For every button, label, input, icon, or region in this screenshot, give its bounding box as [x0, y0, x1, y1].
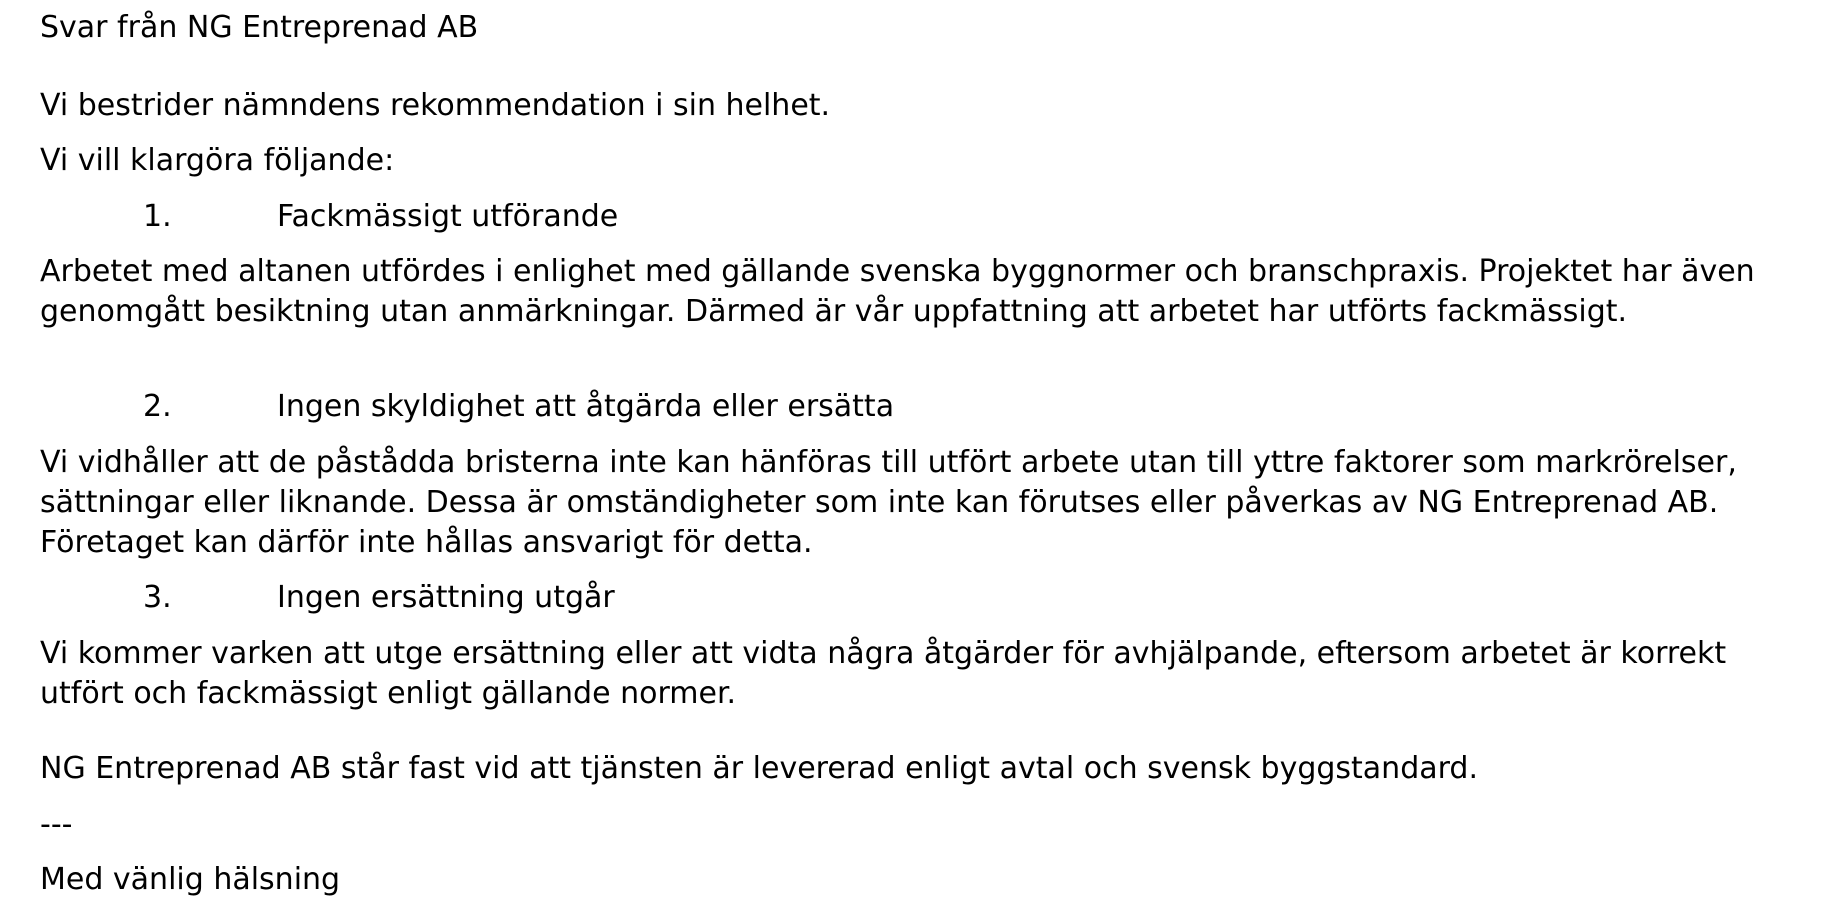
section-title: Ingen ersättning utgår: [277, 580, 615, 615]
separator: ---: [40, 807, 73, 842]
section-number: 3.: [143, 580, 172, 615]
document-heading: Svar från NG Entreprenad AB: [40, 10, 479, 45]
section-number: 2.: [143, 389, 172, 424]
section-number: 1.: [143, 199, 172, 234]
section-title: Ingen skyldighet att åtgärda eller ersätta: [277, 389, 895, 424]
section-body-1: Arbetet med altanen utfördes i enlighet med gällande svenska byggnormer och branschpraxis. Projektet har även genomgått besiktning utan anmärkningar. Därmed är vår uppfattning att arbetet har utförts fackmässigt.: [40, 254, 1755, 329]
intro-lead: Vi vill klargöra följande:: [40, 143, 395, 178]
section-title: Fackmässigt utförande: [277, 199, 619, 234]
intro-statement: Vi bestrider nämndens rekommendation i sin helhet.: [40, 88, 831, 123]
section-body-3: Vi kommer varken att utge ersättning eller att vidta några åtgärder för avhjälpande, eftersom arbetet är korrekt utfört och fackmässigt enligt gällande normer.: [40, 636, 1727, 711]
section-body-2: Vi vidhåller att de påstådda bristerna inte kan hänföras till utfört arbete utan till yttre faktorer som markrörelser, sättningar eller liknande. Dessa är omständigheter som inte kan förutses eller påverkas av NG Entreprenad AB. Företaget kan därför inte hållas ansvarigt för detta.: [40, 445, 1737, 560]
conclusion: NG Entreprenad AB står fast vid att tjänsten är levererad enligt avtal och svensk byggstandard.: [40, 751, 1479, 786]
closing-greeting: Med vänlig hälsning: [40, 862, 341, 897]
